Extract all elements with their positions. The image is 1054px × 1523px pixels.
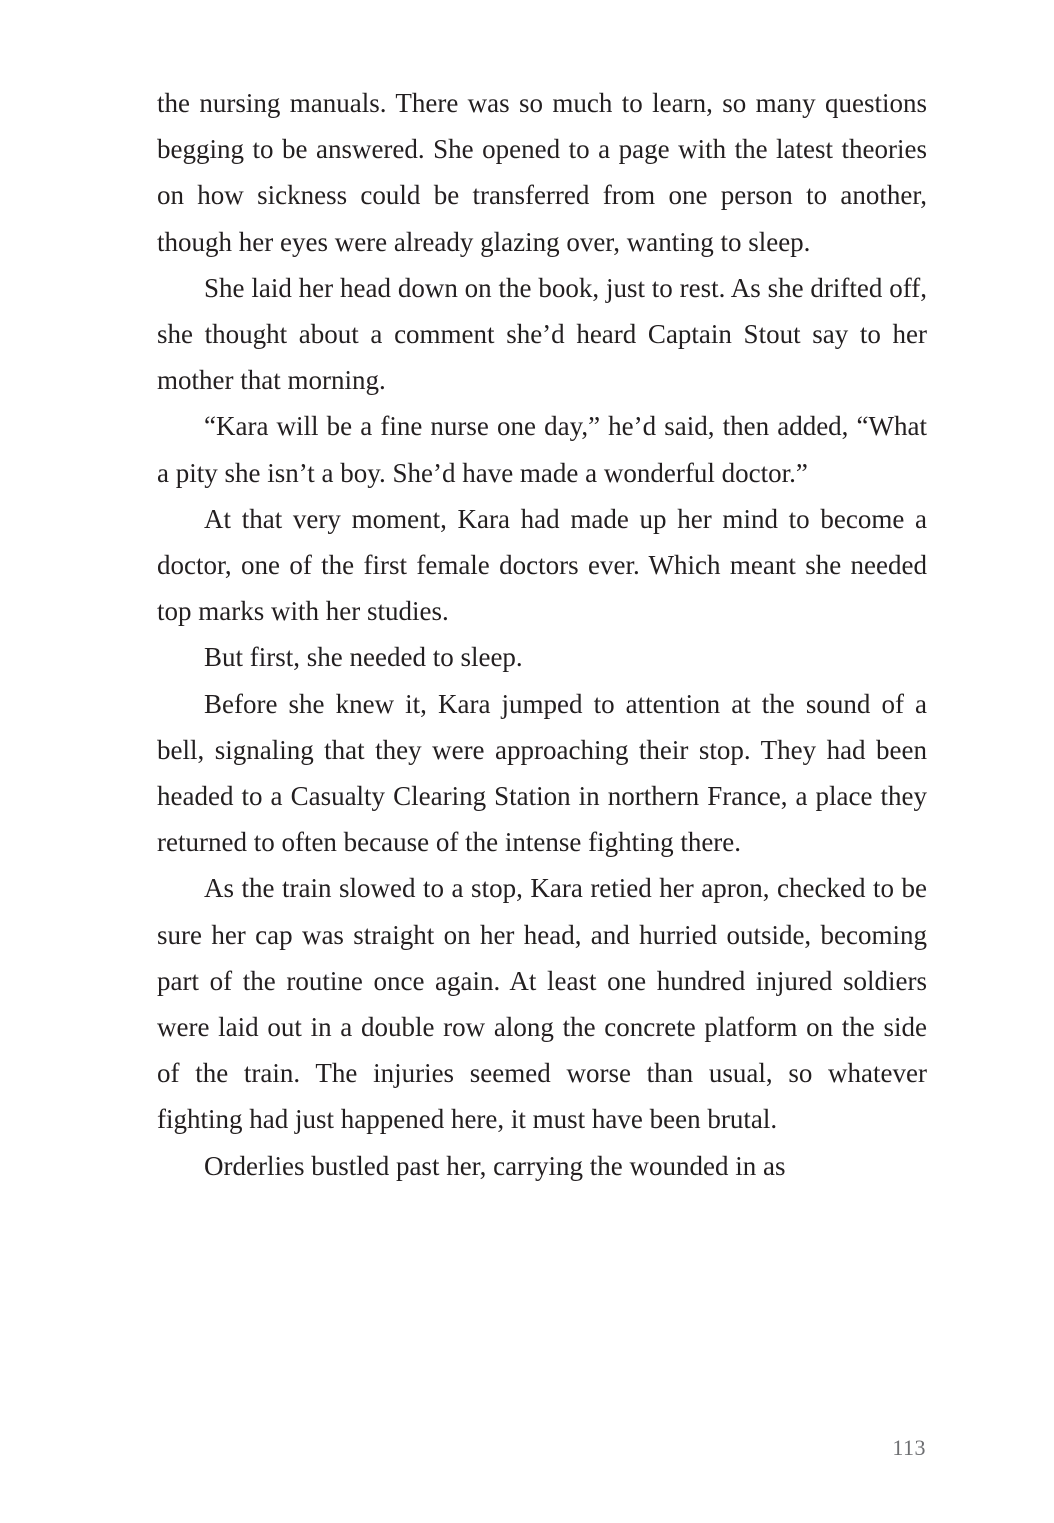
page-body xyxy=(157,80,927,1189)
paragraph: But first, she needed to sleep. xyxy=(204,642,523,673)
paragraph: Orderlies bustled past her, carrying the wounded in as xyxy=(204,1150,786,1181)
paragraph: At that very moment, Kara had made up her mind to become a doctor, one of the first female doctors ever. Which meant she needed top marks with her studies. xyxy=(157,503,927,627)
paragraph: As the train slowed to a stop, Kara retied her apron, checked to be sure her cap was straight on her head, and hurried outside, becoming part of the routine once again. At least one hundred injured soldiers were laid out in a double row along the concrete platform on the side of the train. The injuries seemed worse than usual, so whatever fighting had just happened here, it must have been brutal. xyxy=(157,873,927,1135)
paragraph: the nursing manuals. There was so much to learn, so many questions begging to be answered. She opened to a page with the latest theories on how sickness could be transferred from one person to another, though her eyes were already glazing over, wanting to sleep. xyxy=(157,88,927,257)
page-number: 113 xyxy=(892,1435,926,1460)
paragraph: “Kara will be a fine nurse one day,” he’d said, then added, “What a pity she isn’t a boy. She’d have made a wonderful doctor.” xyxy=(157,411,927,488)
paragraph: Before she knew it, Kara jumped to attention at the sound of a bell, signaling that they were approaching their stop. They had been headed to a Casualty Clearing Station in northern France, a place they returned to often because of the intense fighting there. xyxy=(157,688,927,858)
paragraph: She laid her head down on the book, just to rest. As she drifted off, she thought about a comment she’d heard Captain Stout say to her mother that morning. xyxy=(157,272,927,396)
